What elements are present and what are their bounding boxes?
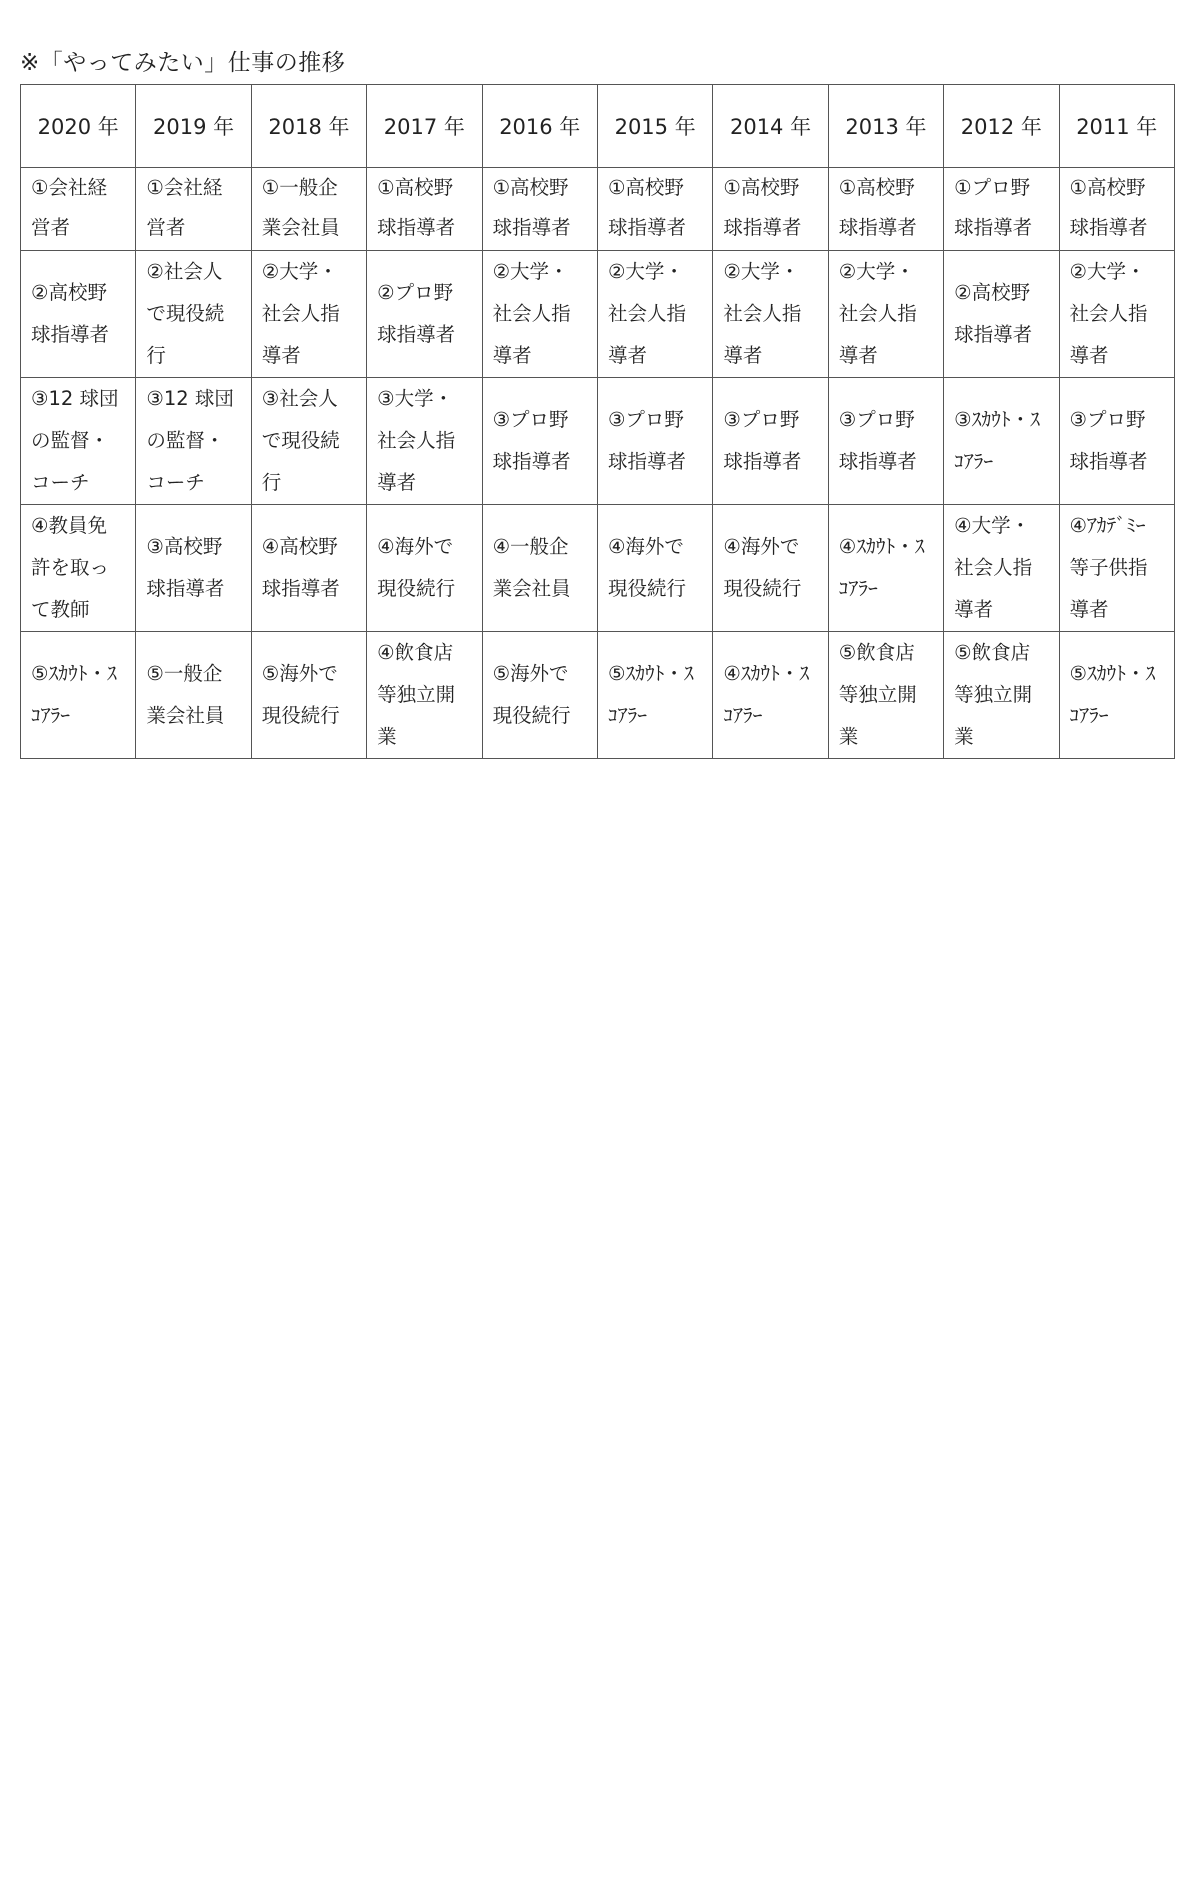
job-ranking-table — [20, 84, 1175, 759]
table-cell: ③ｽｶｳﾄ・ｽｺｱﾗｰ — [944, 378, 1059, 505]
table-row — [21, 378, 1175, 505]
table-cell: ⑤海外で現役続行 — [251, 632, 366, 759]
table-cell: ④飲食店等独立開業 — [367, 632, 482, 759]
table-row — [21, 632, 1175, 759]
table-cell: ②大学・社会人指導者 — [828, 251, 943, 378]
table-cell: ③社会人で現役続行 — [251, 378, 366, 505]
table-cell: ③高校野球指導者 — [136, 505, 251, 632]
table-cell: ④海外で現役続行 — [713, 505, 828, 632]
table-cell: ②大学・社会人指導者 — [1059, 251, 1174, 378]
table-cell: ①会社経営者 — [136, 168, 251, 251]
header-row — [21, 85, 1175, 168]
year-header: 2015 年 — [597, 85, 712, 168]
table-cell: ⑤飲食店等独立開業 — [828, 632, 943, 759]
table-cell: ①高校野球指導者 — [367, 168, 482, 251]
table-cell: ②大学・社会人指導者 — [713, 251, 828, 378]
table-cell: ②高校野球指導者 — [21, 251, 136, 378]
year-header: 2012 年 — [944, 85, 1059, 168]
table-cell: ③プロ野球指導者 — [597, 378, 712, 505]
year-header: 2016 年 — [482, 85, 597, 168]
table-cell: ③プロ野球指導者 — [713, 378, 828, 505]
year-header: 2017 年 — [367, 85, 482, 168]
table-cell: ①高校野球指導者 — [828, 168, 943, 251]
year-header: 2013 年 — [828, 85, 943, 168]
table-cell: ④大学・社会人指導者 — [944, 505, 1059, 632]
table-cell: ②高校野球指導者 — [944, 251, 1059, 378]
table-cell: ④一般企業会社員 — [482, 505, 597, 632]
table-cell: ①高校野球指導者 — [597, 168, 712, 251]
table-cell: ①会社経営者 — [21, 168, 136, 251]
year-header: 2011 年 — [1059, 85, 1174, 168]
table-cell: ①高校野球指導者 — [713, 168, 828, 251]
table-row — [21, 251, 1175, 378]
table-cell: ⑤ｽｶｳﾄ・ｽｺｱﾗｰ — [21, 632, 136, 759]
year-header: 2018 年 — [251, 85, 366, 168]
table-row — [21, 505, 1175, 632]
table-cell: ④ｽｶｳﾄ・ｽｺｱﾗｰ — [828, 505, 943, 632]
table-cell: ②大学・社会人指導者 — [597, 251, 712, 378]
table-cell: ③大学・社会人指導者 — [367, 378, 482, 505]
table-cell: ⑤ｽｶｳﾄ・ｽｺｱﾗｰ — [597, 632, 712, 759]
table-cell: ①一般企業会社員 — [251, 168, 366, 251]
table-cell: ②大学・社会人指導者 — [251, 251, 366, 378]
table-cell: ⑤海外で現役続行 — [482, 632, 597, 759]
table-cell: ③プロ野球指導者 — [1059, 378, 1174, 505]
table-cell: ④海外で現役続行 — [597, 505, 712, 632]
table-cell: ④海外で現役続行 — [367, 505, 482, 632]
table-cell: ⑤飲食店等独立開業 — [944, 632, 1059, 759]
table-cell: ③12 球団の監督・コーチ — [21, 378, 136, 505]
table-cell: ②社会人で現役続行 — [136, 251, 251, 378]
table-cell: ①高校野球指導者 — [482, 168, 597, 251]
year-header: 2019 年 — [136, 85, 251, 168]
table-row — [21, 168, 1175, 251]
table-cell: ②大学・社会人指導者 — [482, 251, 597, 378]
table-cell: ③プロ野球指導者 — [828, 378, 943, 505]
table-cell: ⑤一般企業会社員 — [136, 632, 251, 759]
year-header: 2014 年 — [713, 85, 828, 168]
table-cell: ②プロ野球指導者 — [367, 251, 482, 378]
table-cell: ③プロ野球指導者 — [482, 378, 597, 505]
table-cell: ⑤ｽｶｳﾄ・ｽｺｱﾗｰ — [1059, 632, 1174, 759]
table-cell: ③12 球団の監督・コーチ — [136, 378, 251, 505]
table-cell: ④ｽｶｳﾄ・ｽｺｱﾗｰ — [713, 632, 828, 759]
table-cell: ④教員免許を取って教師 — [21, 505, 136, 632]
table-cell: ④高校野球指導者 — [251, 505, 366, 632]
table-cell: ①高校野球指導者 — [1059, 168, 1174, 251]
table-cell: ④ｱｶﾃﾞﾐｰ等子供指導者 — [1059, 505, 1174, 632]
table-cell: ①プロ野球指導者 — [944, 168, 1059, 251]
page-title: ※「やってみたい」仕事の推移 — [20, 50, 346, 76]
year-header: 2020 年 — [21, 85, 136, 168]
